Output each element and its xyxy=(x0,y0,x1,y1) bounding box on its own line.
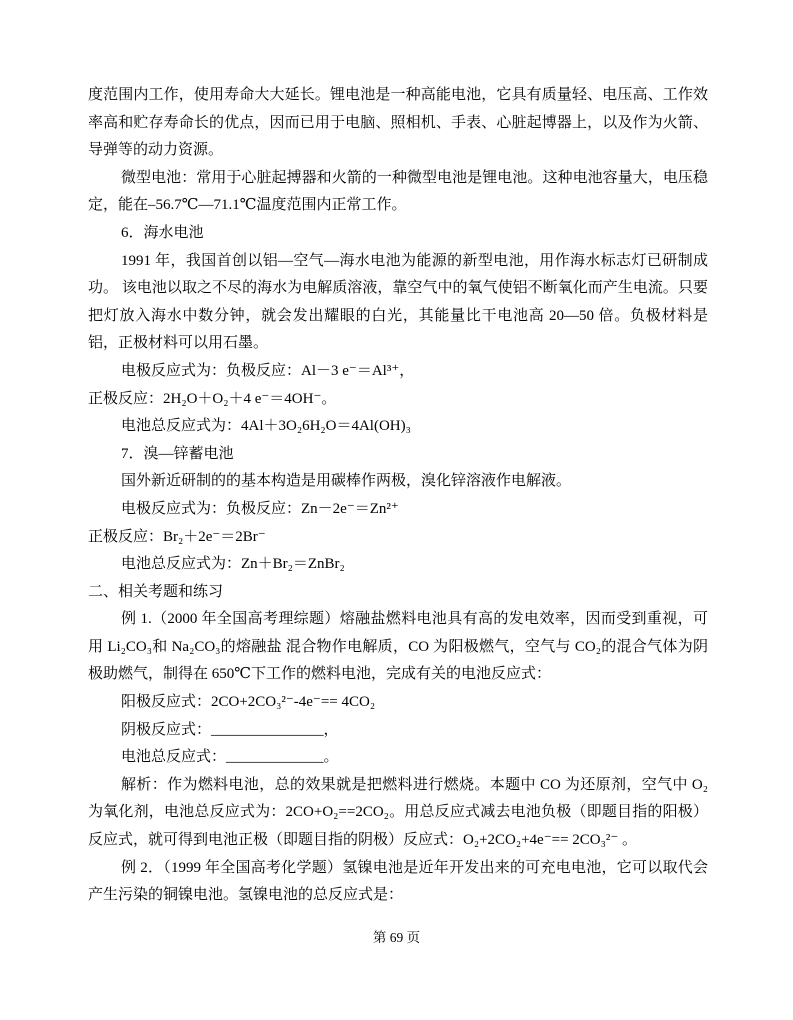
page-number: 第 69 页 xyxy=(372,930,421,945)
equation-seawater-total-reaction: 电池总反应式为：4Al＋3O₂6H₂O＝4Al(OH)₃ xyxy=(121,418,411,435)
paragraph-lithium-battery-continuation: 度范围内工作，使用寿命大大延长。锂电池是一种高能电池，它具有质量轻、电压高、工作效率高和贮存寿命长的优点，因而已用于电脑、照相机、手表、心脏起博器上，以及作为火箭、导弹等的动力资源。 xyxy=(88,87,708,159)
equation-zinc-negative-electrode: 电极反应式为：负极反应：Zn－2e⁻＝Zn²⁺ xyxy=(121,500,399,517)
paragraph-seawater-battery: 1991 年，我国首创以铝—空气—海水电池为能源的新型电池，用作海水标志灯已研制成功。 该电池以取之不尽的海水为电解质溶液，靠空气中的氧气使铝不断氧化而产生电流。只要把灯放入海水中数分钟，就会发出耀眼的白光，其能量比干电池高 20—50 倍。负极材料是铝，正极材料可以用石墨。 xyxy=(88,252,708,352)
equation-seawater-positive-electrode: 正极反应：2H₂O＋O₂＋4 e⁻＝4OH⁻。 xyxy=(88,390,337,407)
equation-zinc-total-reaction: 电池总反应式为：Zn＋Br₂＝ZnBr₂ xyxy=(121,556,345,573)
equation-seawater-negative-electrode: 电极反应式为：负极反应：Al－3 e⁻＝Al³⁺， xyxy=(121,362,415,379)
section-heading-exercises: 二、相关考题和练习 xyxy=(88,583,224,600)
document-body xyxy=(88,82,708,910)
equation-total-blank: 电池总反应式：_____________。 xyxy=(121,749,339,766)
heading-bromine-zinc-battery: 7．溴—锌蓄电池 xyxy=(121,445,234,462)
equation-anode-reaction: 阳极反应式：2CO+2CO₃²⁻-4e⁻== 4CO₂ xyxy=(121,694,376,711)
paragraph-micro-battery: 微型电池：常用于心脏起搏器和火箭的一种微型电池是锂电池。这种电池容量大，电压稳定，能在–56.7℃—71.1℃温度范围内正常工作。 xyxy=(88,169,708,214)
equation-cathode-blank: 阴极反应式：_______________， xyxy=(121,721,339,738)
paragraph-example-2: 例 2．（1999 年全国高考化学题）氢镍电池是近年开发出来的可充电电池，它可以取代会产生污染的铜镍电池。氢镍电池的总反应式是： xyxy=(88,859,708,904)
paragraph-example-1: 例 1.（2000 年全国高考理综题）熔融盐燃料电池具有高的发电效率，因而受到重视，可用 Li₂CO₃和 Na₂CO₃的熔融盐 混合物作电解质，CO 为阳极燃气，空气与 CO₂的混合气体为阴极助燃气，制得在 650℃下工作的燃料电池，完成有关的电池反应式： xyxy=(88,611,708,683)
heading-seawater-battery: 6．海水电池 xyxy=(121,224,204,241)
paragraph-bromine-zinc-battery: 国外新近研制的的基本构造是用碳棒作两极，溴化锌溶液作电解液。 xyxy=(121,473,572,490)
equation-zinc-positive-electrode: 正极反应：Br₂＋2e⁻＝2Br⁻ xyxy=(88,528,266,545)
paragraph-analysis: 解析：作为燃料电池，总的效果就是把燃料进行燃烧。本题中 CO 为还原剂，空气中 O₂为氧化剂，电池总反应式为：2CO+O₂==2CO₂。用总反应式减去电池负极（即题目指的阳极）反应式，就可得到电池正极（即题目指的阴极）反应式：O₂+2CO₂+4e⁻== 2CO₃²⁻ 。 xyxy=(88,776,708,849)
